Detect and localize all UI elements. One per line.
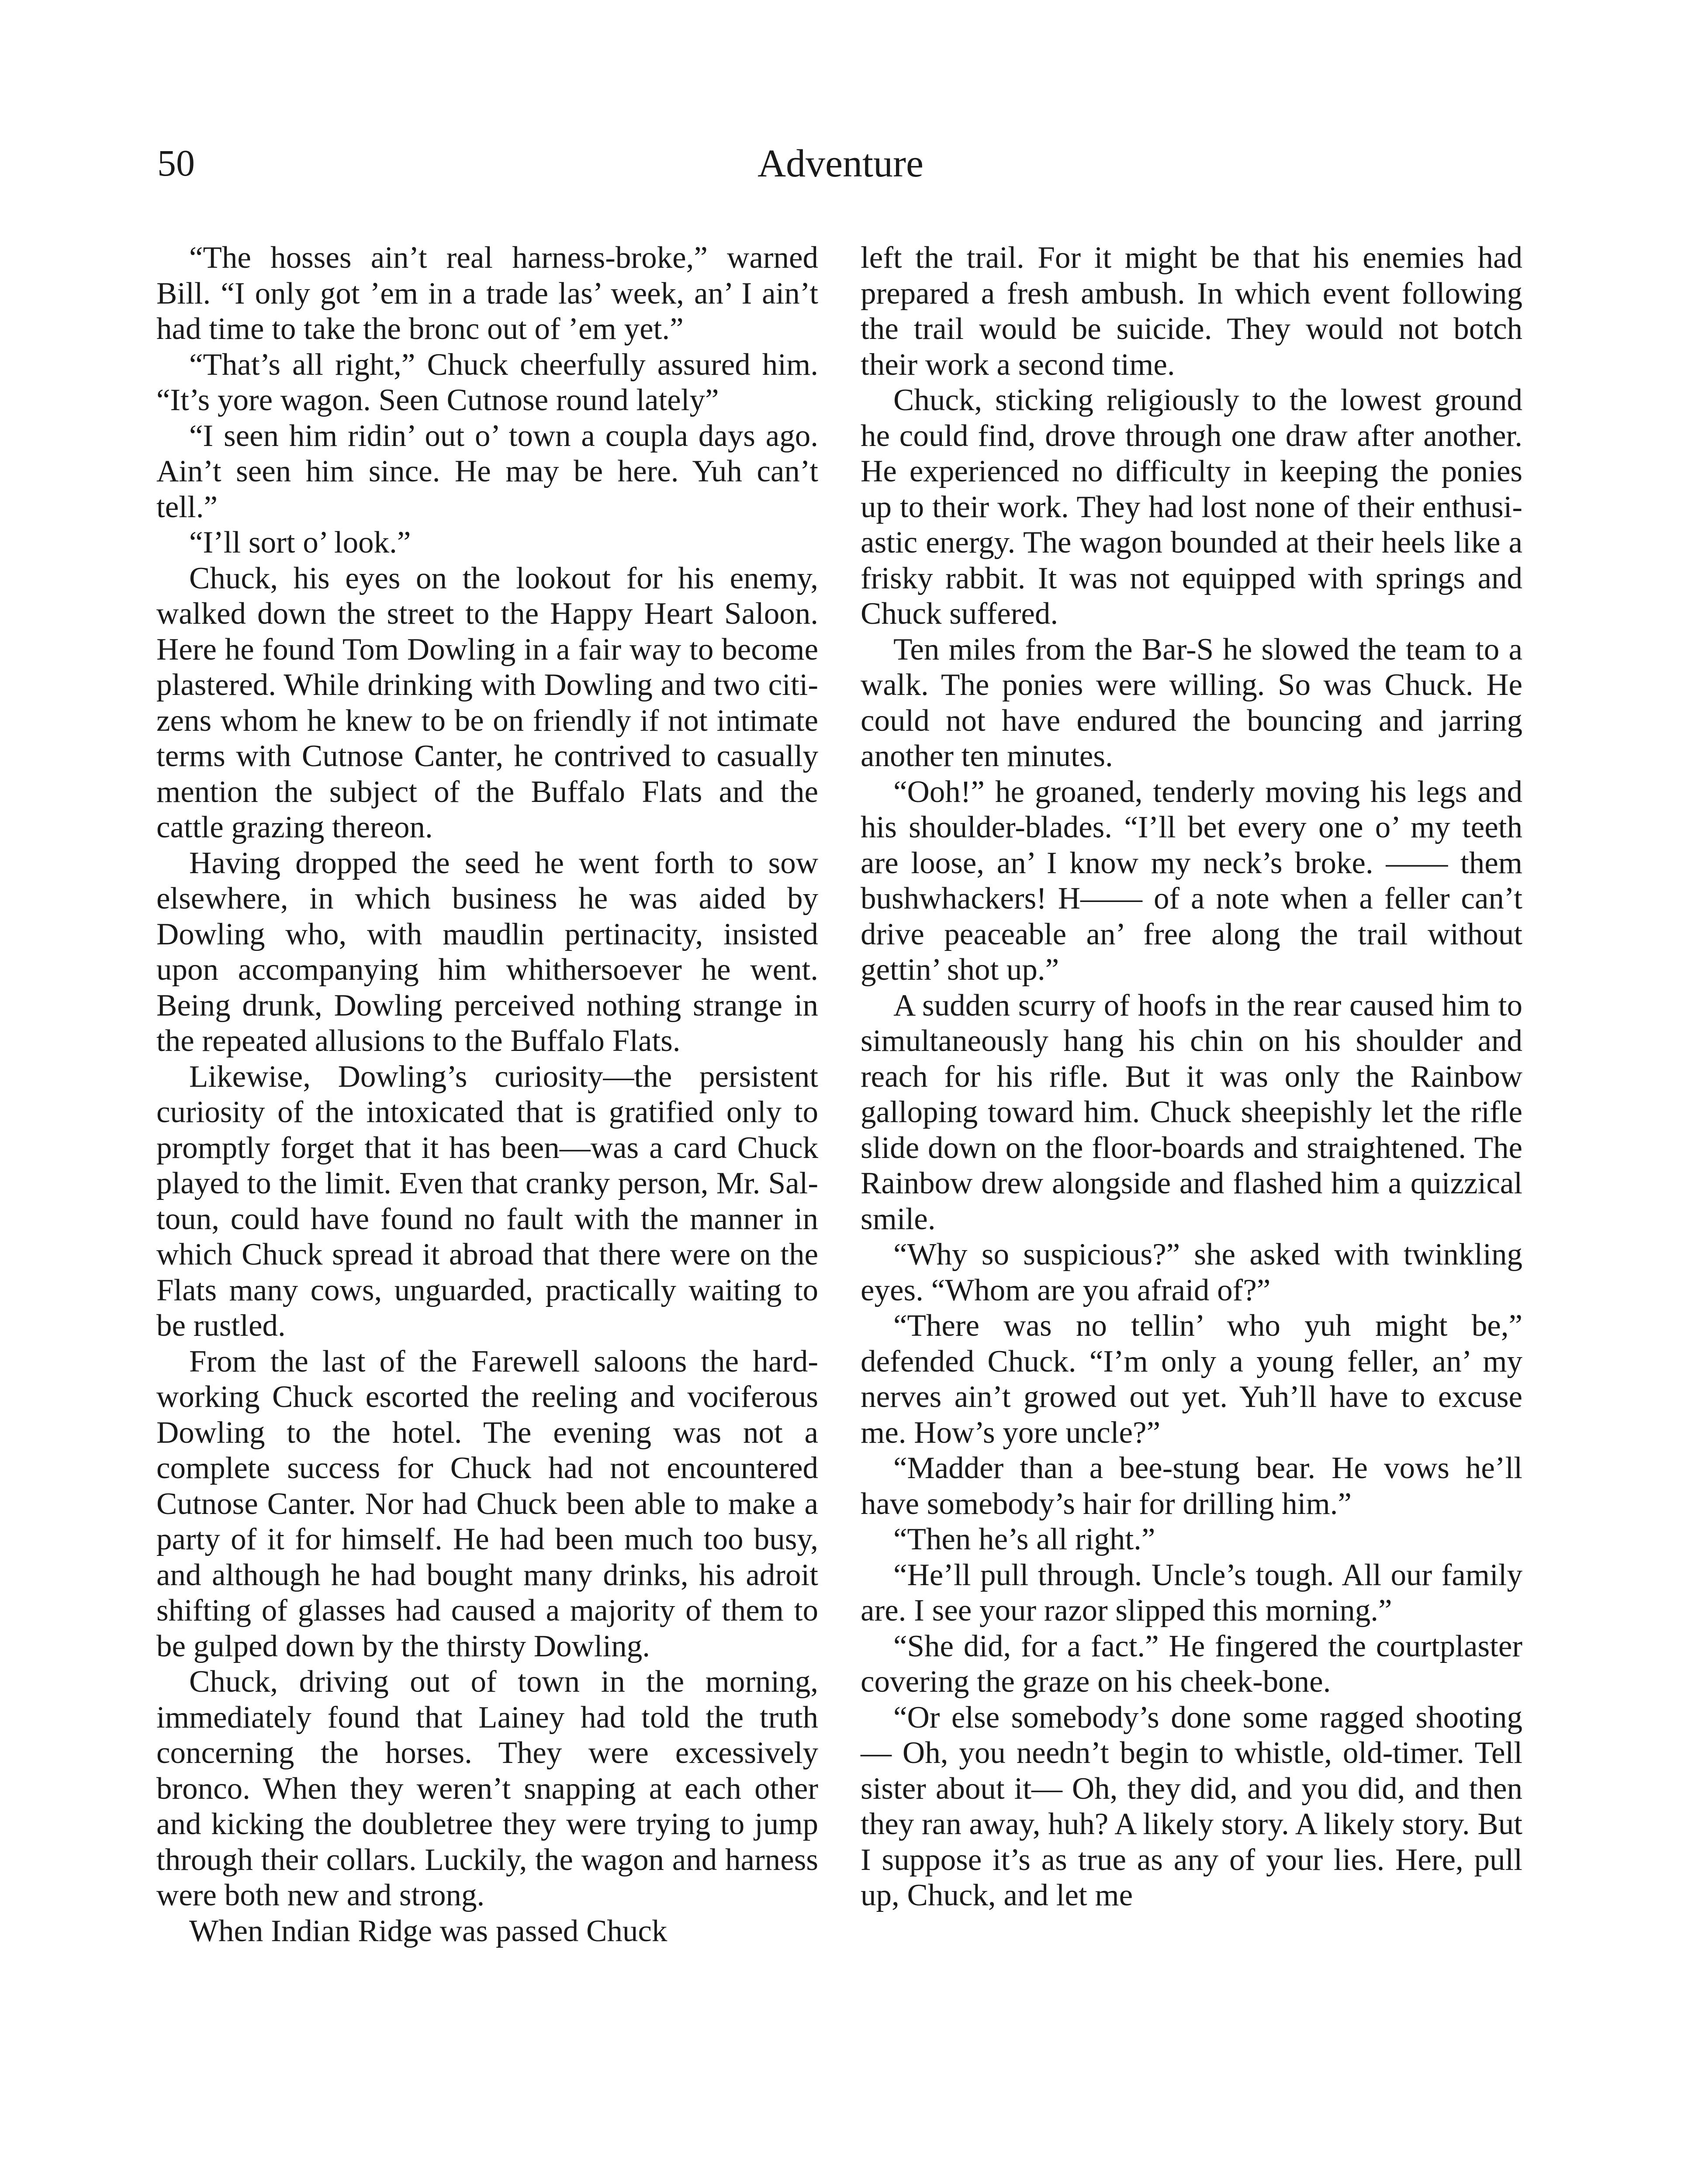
- paragraph: Chuck, his eyes on the lookout for his enemy, walked down the street to the Happy Heart Saloon. Here he found Tom Dowling in a fair way to become plastered. While drinking with Dowling and two citizens whom he knew to be on friendly if not intimate terms with Cutnose Canter, he contrived to casually mention the subject of the Buffalo Flats and the cattle grazing thereon.: [156, 561, 818, 844]
- paragraph: “I’ll sort o’ look.”: [189, 525, 411, 560]
- paragraph: Having dropped the seed he went forth to sow elsewhere, in which business he was aided by Dowling who, with maudlin pertinacity, insisted upon accompanying him whithersoever he went. Being drunk, Dowling perceived nothing strange in the repeated allusions to the Buffalo Flats.: [156, 846, 818, 1058]
- paragraph: A sudden scurry of hoofs in the rear caused him to simultaneously hang his chin on his shoulder and reach for his rifle. But it was only the Rainbow galloping toward him. Chuck sheepishly let the rifle slide down on the floor-boards and straightened. The Rainbow drew alongside and flashed him a quizzical smile.: [861, 988, 1522, 1236]
- continued-paragraph: left the trail. For it might be that his enemies had prepared a fresh ambush. In which event following the trail would be suicide. They would not botch their work a second time.: [861, 241, 1522, 382]
- paragraph: “Ooh!” he groaned, tenderly moving his legs and his shoulder-blades. “I’ll bet every one o’ my teeth are loose, an’ I know my neck’s broke. —— them bushwhackers! H—— of a note when a feller can’t drive peaceable an’ free along the trail without gettin’ shot up.”: [861, 774, 1522, 987]
- page-number: 50: [157, 142, 195, 184]
- paragraph: “The hosses ain’t real harness-broke,” warned Bill. “I only got ’em in a trade las’ week, an’ I ain’t had time to take the bronc out of ’em yet.”: [156, 241, 818, 346]
- left-column: [156, 240, 818, 1949]
- paragraph: Ten miles from the Bar-S he slowed the team to a walk. The ponies were willing. So was Chuck. He could not have endured the bouncing and jarring another ten minutes.: [861, 632, 1522, 773]
- paragraph: “Or else somebody’s done some ragged shooting— Oh, you needn’t begin to whistle, old-timer. Tell sister about it— Oh, they did, and you did, and then they ran away, huh? A likely story. A likely story. But I suppose it’s as true as any of your lies. Here, pull up, Chuck, and let me: [861, 1700, 1522, 1912]
- paragraph: Chuck, sticking religiously to the lowest ground he could find, drove through one draw after another. He experienced no difficulty in keeping the ponies up to their work. They had lost none of their enthusiastic energy. The wagon bounded at their heels like a frisky rabbit. It was not equipped with springs and Chuck suffered.: [861, 383, 1522, 631]
- paragraph: Chuck, driving out of town in the morning, immediately found that Lainey had told the truth concerning the horses. They were excessively bronco. When they weren’t snapping at each other and kicking the doubletree they were trying to jump through their collars. Luckily, the wagon and harness were both new and strong.: [156, 1665, 818, 1912]
- paragraph: When Indian Ridge was passed Chuck: [189, 1914, 668, 1948]
- paragraph: “There was no tellin’ who yuh might be,” defended Chuck. “I’m only a young feller, an’ my nerves ain’t growed out yet. Yuh’ll have to excuse me. How’s yore uncle?”: [861, 1309, 1522, 1450]
- paragraph: “Then he’s all right.”: [893, 1522, 1155, 1556]
- paragraph: “Madder than a bee-stung bear. He vows he’ll have somebody’s hair for drilling him.”: [861, 1451, 1522, 1521]
- paragraph: “That’s all right,” Chuck cheerfully assured him. “It’s yore wagon. Seen Cutnose round lately”: [156, 347, 818, 417]
- right-column: [861, 240, 1522, 1914]
- paragraph: “I seen him ridin’ out o’ town a coupla days ago. Ain’t seen him since. He may be here. Yuh can’t tell.”: [156, 418, 818, 524]
- paragraph: “Why so suspicious?” she asked with twinkling eyes. “Whom are you afraid of?”: [861, 1237, 1522, 1307]
- paragraph: Likewise, Dowling’s curiosity—the persistent curiosity of the intoxicated that is gratified only to promptly forget that it has been—was a card Chuck played to the limit. Even that cranky person, Mr. Saltoun, could have found no fault with the manner in which Chuck spread it abroad that there were on the Flats many cows, unguarded, practically waiting to be rustled.: [156, 1059, 818, 1343]
- running-head: Adventure: [757, 142, 924, 185]
- paragraph: “He’ll pull through. Uncle’s tough. All our family are. I see your razor slipped this morning.”: [861, 1558, 1522, 1628]
- paragraph: From the last of the Farewell saloons the hard-working Chuck escorted the reeling and vociferous Dowling to the hotel. The evening was not a complete success for Chuck had not encountered Cutnose Canter. Nor had Chuck been able to make a party of it for himself. He had been much too busy, and although he had bought many drinks, his adroit shifting of glasses had caused a majority of them to be gulped down by the thirsty Dowling.: [156, 1344, 818, 1663]
- paragraph: “She did, for a fact.” He fingered the courtplaster covering the graze on his cheek-bone.: [861, 1629, 1522, 1699]
